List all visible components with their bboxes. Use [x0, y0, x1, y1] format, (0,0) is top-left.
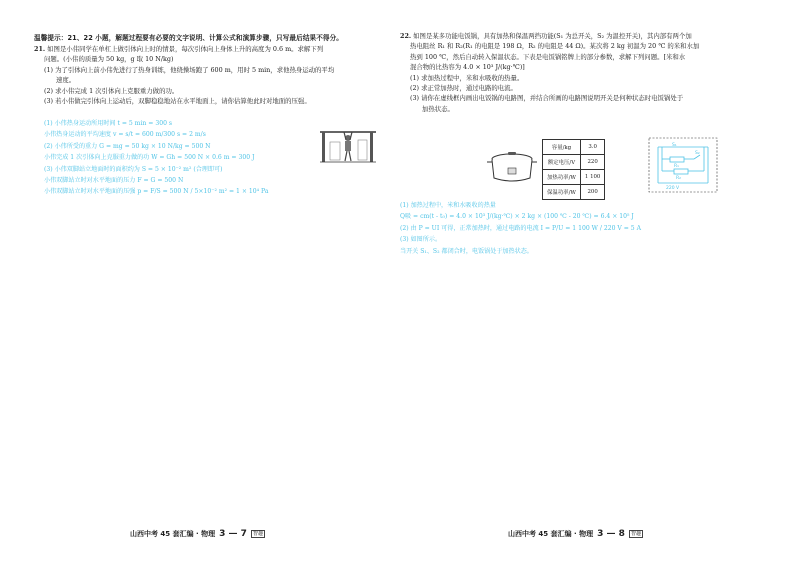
- q22-stem-1: 如图是某多功能电饭锅，具有加热和保温两挡功能(S₁ 为总开关，S₂ 为温控开关)，其内部有两个加: [413, 32, 692, 40]
- q22-number: 22.: [400, 32, 412, 40]
- page-number: 3 — 8: [597, 529, 625, 539]
- q21-answer-line: 小伟热身运动的平均速度 v = s/t = 600 m/300 s = 2 m/s: [44, 131, 206, 139]
- table-row: [543, 170, 605, 185]
- q22-sub2: (2) 求正常加热时，通过电路的电流。: [410, 84, 517, 93]
- q21-stem-2: 问题。(小伟的质量为 50 kg，g 取 10 N/kg): [44, 55, 174, 64]
- footer-left: [130, 529, 265, 539]
- page-number: 3 — 7: [219, 529, 247, 539]
- spec-table: [542, 139, 605, 200]
- table-row: [543, 155, 605, 170]
- resistor-r1-label: R₁: [674, 164, 679, 169]
- table-cell: 容量/kg: [543, 140, 581, 155]
- footer-title: 山西中考 45 套汇编 · 物理: [130, 530, 216, 538]
- table-cell: 3.0: [580, 140, 604, 155]
- q22-stem-4: 混合物的比热容为 4.0 × 10³ J/(kg·℃)]: [410, 63, 525, 72]
- q22-answer-line: (1) 加热过程中，米和水吸收的热量: [400, 202, 496, 209]
- q21-answer-line: 小伟双脚站立时对水平地面的压强 p = F/S = 500 N / 5×10⁻² m² = 1 × 10⁴ Pa: [44, 188, 269, 196]
- q21-answer-line: 小伟双脚站立时对水平地面的压力 F = G = 500 N: [44, 177, 184, 185]
- table-cell: 200: [580, 185, 604, 200]
- q21-answer-line: (1) 小伟热身运动所用时间 t = 5 min = 300 s: [44, 120, 173, 127]
- q22-sub3-a: (3) 请你在虚线框内画出电饭锅的电路图，并结合所画的电路图说明开关是何种状态时电饭锅处于: [410, 94, 684, 103]
- q21-sub1-a: (1) 为了引体向上前小伟先进行了热身训练，他绕操场跑了 600 m，用时 5 min，求他热身运动的平均: [44, 65, 335, 74]
- q22-stem-2: 热电阻丝 R₁ 和 R₂(R₁ 的电阻是 198 Ω，R₂ 的电阻是 44 Ω)。某次将 2 kg 初温为 20 ℃ 的米和水加: [410, 42, 700, 51]
- table-cell: 220: [580, 155, 604, 170]
- q22-answers: [400, 200, 641, 257]
- question-21: [34, 44, 394, 106]
- circuit-diagram: [648, 137, 718, 193]
- q21-sub2: (2) 求小伟完成 1 次引体向上克服重力做的功。: [44, 86, 179, 95]
- q21-answer-line: (3) 小伟双脚站立地面时的面积约为 S = 5 × 10⁻² m² (合理即可): [44, 165, 223, 173]
- q21-sub3: (3) 若小伟做完引体向上运动后，双脚稳稳地站在水平地面上，请你估算他此时对地面的压强。: [44, 97, 311, 106]
- brand-logo: 智趣: [630, 531, 641, 537]
- table-cell: 1 100: [580, 170, 604, 185]
- table-cell: 保温功率/W: [543, 185, 581, 200]
- q22-answer-line: (3) 如图所示。: [400, 236, 442, 244]
- pull-up-figure: [318, 128, 378, 164]
- voltage-label: 220 V: [666, 186, 680, 191]
- switch-s1-label: S₁: [672, 143, 677, 148]
- table-cell: 加热功率/W: [543, 170, 581, 185]
- question-22: [400, 31, 780, 114]
- table-row: [543, 140, 605, 155]
- q22-sub1: (1) 求加热过程中，米和水吸收的热量。: [410, 73, 524, 82]
- q21-answers: [44, 118, 268, 198]
- q21-sub1-b: 速度。: [56, 76, 76, 85]
- switch-s2-label: S₂: [695, 151, 700, 156]
- table-cell: 额定电压/V: [543, 155, 581, 170]
- q22-sub3-b: 加热状态。: [422, 104, 454, 113]
- q21-answer-line: (2) 小伟所受的重力 G = mg = 50 kg × 10 N/kg = 500 N: [44, 142, 211, 150]
- table-row: [543, 185, 605, 200]
- footer-right: [508, 529, 643, 539]
- rice-cooker-image: [484, 150, 540, 184]
- q22-answer-line: Q吸 = cm(t - t₀) = 4.0 × 10³ J/(kg·℃) × 2 kg × (100 ℃ - 20 ℃) = 6.4 × 10⁵ J: [400, 213, 634, 221]
- q22-stem-3: 热到 100 ℃，然后自动转入保温状态。下表是电饭锅铭牌上的部分参数，求解下列问题。[米和水: [410, 52, 686, 61]
- q21-answer-line: 小伟完成 1 次引体向上克服重力做的功 W = Gh = 500 N × 0.6 m = 300 J: [44, 154, 255, 162]
- brand-logo: 智趣: [252, 531, 263, 537]
- q22-answer-line: (2) 由 P = UI 可得，正常加热时，通过电路的电流 I = P/U = 1 100 W / 220 V = 5 A: [400, 224, 641, 232]
- q21-number: 21.: [34, 45, 46, 53]
- exam-tip: 温馨提示：21、22 小题，解题过程要有必要的文字说明、计算公式和演算步骤，只写最后结果不得分。: [34, 34, 343, 42]
- q22-answer-line: 当开关 S₁、S₂ 都闭合时，电饭锅处于加热状态。: [400, 247, 533, 255]
- resistor-r2-label: R₂: [676, 176, 681, 181]
- right-page: [400, 0, 800, 569]
- q21-stem-1: 如图是小伟同学在单杠上做引体向上时的情景，每次引体向上身体上升的高度为 0.6 m。求解下列: [47, 45, 324, 53]
- footer-title: 山西中考 45 套汇编 · 物理: [508, 530, 594, 538]
